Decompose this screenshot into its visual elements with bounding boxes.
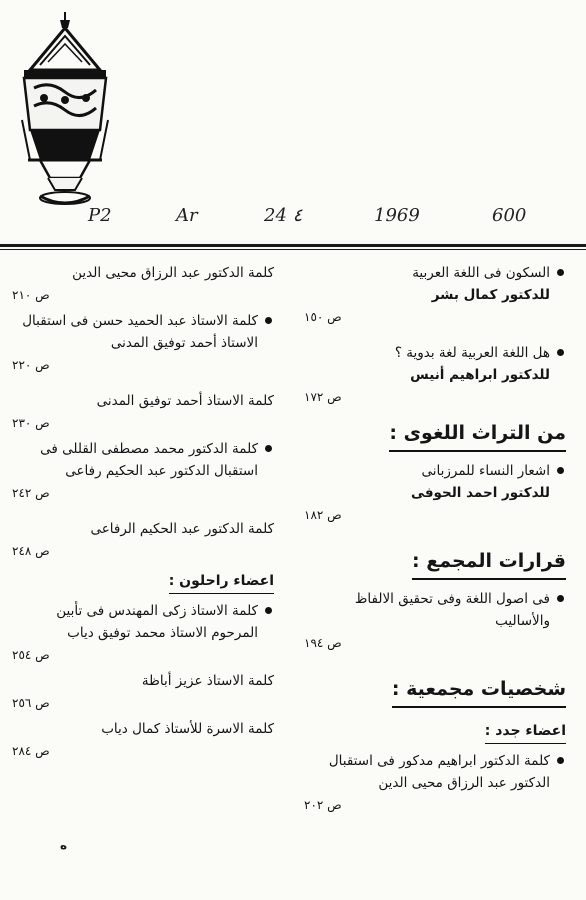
entry-page: ص ٢٤٢ <box>12 486 50 500</box>
entry-page: ص ٢١٠ <box>12 288 50 302</box>
handwritten-note: 1969 <box>374 205 420 226</box>
entry-page: ص ٢٥٤ <box>12 648 50 662</box>
toc-entry <box>304 342 566 406</box>
entry-title: كلمة الاستاذ زكى المهندس فى تأبين المرحوم الاستاذ محمد توفيق دياب <box>56 603 258 641</box>
bullet-icon <box>265 445 272 452</box>
toc-entry <box>12 518 274 560</box>
toc-entry <box>304 460 566 524</box>
entry-page: ص ٢٥٦ <box>12 696 50 710</box>
toc-entry <box>12 390 274 432</box>
entry-author: للدكتور احمد الحوفى <box>411 485 550 501</box>
entry-title: اشعار النساء للمرزبانى <box>421 463 550 479</box>
entry-title: كلمة الدكتور عبد الرزاق محيى الدين <box>72 265 274 281</box>
toc-entry <box>12 600 274 664</box>
entry-page: ص ١٧٢ <box>304 390 342 404</box>
handwritten-catalog-notes <box>0 205 586 235</box>
bullet-icon <box>557 757 564 764</box>
entry-page: ص ٢٨٤ <box>12 744 50 758</box>
entry-title: كلمة الدكتور ابراهيم مدكور فى استقبال الدكتور عبد الرزاق محيى الدين <box>328 753 550 791</box>
toc-entry <box>12 310 274 374</box>
toc-entry <box>12 718 274 760</box>
entry-author: للدكتور كمال بشر <box>431 287 550 303</box>
section-heading: من التراث اللغوى : <box>389 418 566 452</box>
bullet-icon <box>557 595 564 602</box>
entry-title: كلمة الدكتور عبد الحكيم الرفاعى <box>90 521 274 537</box>
entry-page: ص ١٩٤ <box>304 636 342 650</box>
bullet-icon <box>265 607 272 614</box>
bullet-icon <box>557 349 564 356</box>
entry-title: كلمة الاسرة للأستاذ كمال دياب <box>101 721 274 737</box>
entry-title: كلمة الاستاذ عبد الحميد حسن فى استقبال الاستاذ أحمد توفيق المدنى <box>22 313 258 351</box>
handwritten-note: P2 <box>88 205 112 226</box>
entry-page: ص ١٨٢ <box>304 508 342 522</box>
contents-left-column <box>12 262 274 766</box>
header-rule-thin <box>0 249 586 250</box>
entry-author: للدكتور ابراهيم أنيس <box>410 367 550 383</box>
entry-title: فى اصول اللغة وفى تحقيق الالفاظ والأساليب <box>354 591 550 629</box>
page-number: ه <box>60 838 68 852</box>
entry-page: ص ٢٤٨ <box>12 544 50 558</box>
section-heading: قرارات المجمع : <box>412 546 566 580</box>
entry-page: ص ٢٠٢ <box>304 798 342 812</box>
toc-entry <box>304 750 566 814</box>
section-heading: شخصيات مجمعية : <box>392 674 566 708</box>
subsection-heading: اعضاء راحلون : <box>169 570 274 594</box>
bullet-icon <box>557 269 564 276</box>
bullet-icon <box>557 467 564 474</box>
toc-entry <box>304 262 566 326</box>
entry-title: كلمة الاستاذ عزيز أباظة <box>141 673 274 689</box>
lantern-emblem <box>10 10 120 215</box>
toc-entry <box>304 588 566 652</box>
toc-entry <box>12 438 274 502</box>
entry-title: هل اللغة العربية لغة بدوية ؟ <box>394 345 550 361</box>
handwritten-note: 24 ٤ <box>264 205 303 226</box>
bullet-icon <box>265 317 272 324</box>
handwritten-note: Ar <box>176 205 198 226</box>
entry-page: ص ١٥٠ <box>304 310 342 324</box>
handwritten-note: 600 <box>492 205 527 226</box>
entry-title: كلمة الدكتور محمد مصطفى القللى فى استقبال الدكتور عبد الحكيم رفاعى <box>40 441 258 479</box>
entry-page: ص ٢٢٠ <box>12 358 50 372</box>
toc-entry <box>12 670 274 712</box>
header-rule-thick <box>0 244 586 247</box>
entry-page: ص ٢٣٠ <box>12 416 50 430</box>
entry-title: كلمة الاستاذ أحمد توفيق المدنى <box>96 393 274 409</box>
entry-title: السكون فى اللغة العربية <box>412 265 550 281</box>
contents-right-column <box>304 262 566 820</box>
toc-entry <box>12 262 274 304</box>
subsection-heading: اعضاء جدد : <box>485 720 566 744</box>
